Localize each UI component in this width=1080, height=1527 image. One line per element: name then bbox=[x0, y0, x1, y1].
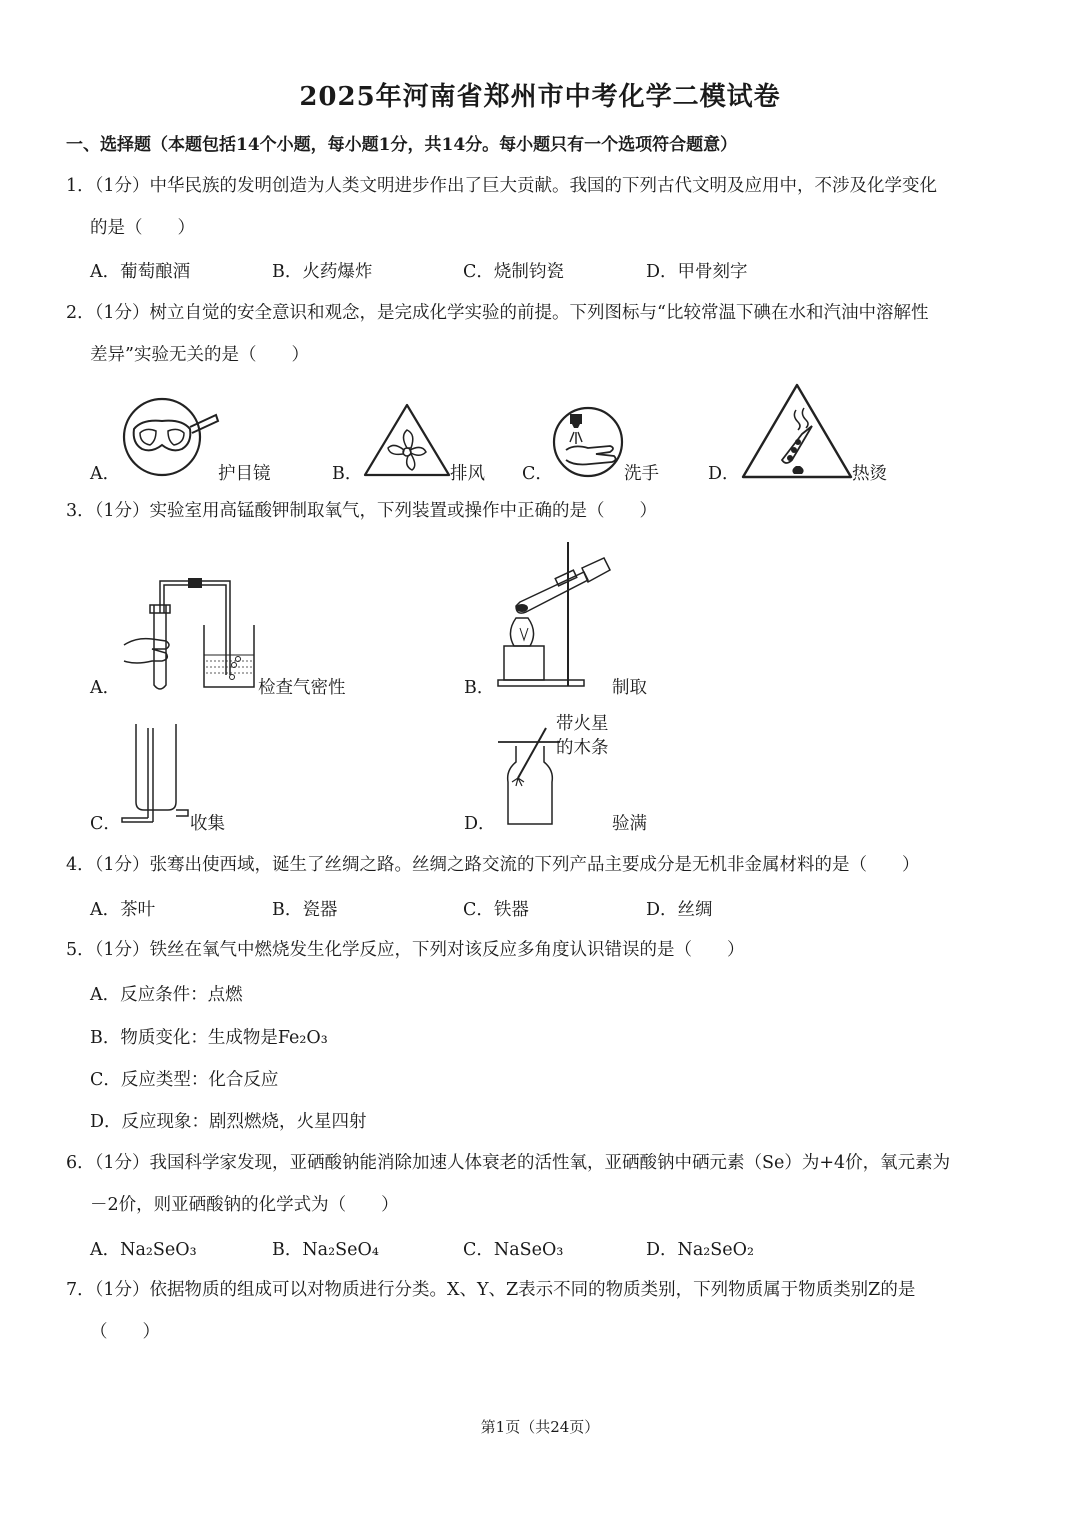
q5-option-a: A．反应条件：点燃 bbox=[90, 985, 243, 1005]
q2-option-a-letter: A． bbox=[90, 464, 121, 484]
question-7-line2: （ ） bbox=[90, 1322, 160, 1342]
question-1-line2: 的是（ ） bbox=[90, 218, 195, 238]
question-1-line1: 1．（1分）中华民族的发明创造为人类文明进步作出了巨大贡献。我国的下列古代文明及应用中，不涉及化学变化 bbox=[66, 176, 938, 196]
q2-option-c-label: 洗手 bbox=[624, 464, 659, 484]
q1-option-a: A．葡萄酿酒 bbox=[90, 262, 191, 282]
q3-option-d-label: 验满 bbox=[612, 814, 647, 834]
q4-option-a: A．茶叶 bbox=[90, 900, 156, 920]
q1-option-d: D．甲骨刻字 bbox=[646, 262, 748, 282]
q3-option-c-label: 收集 bbox=[190, 814, 225, 834]
gas-collection-figure bbox=[120, 722, 190, 828]
question-6-line1: 6．（1分）我国科学家发现，亚硒酸钠能消除加速人体衰老的活性氧，亚硒酸钠中硒元素（Se）为+4价，氧元素为 bbox=[66, 1153, 951, 1173]
q2-option-c-letter: C． bbox=[522, 464, 553, 484]
q4-option-d: D．丝绸 bbox=[646, 900, 713, 920]
q5-option-d: D．反应现象：剧烈燃烧，火星四射 bbox=[90, 1112, 367, 1132]
question-3-line1: 3．（1分）实验室用高锰酸钾制取氧气，下列装置或操作中正确的是（ ） bbox=[66, 501, 658, 521]
question-6-line2: －2价，则亚硒酸钠的化学式为（ ） bbox=[90, 1195, 399, 1215]
q6-option-b: B．Na₂SeO₄ bbox=[272, 1240, 379, 1260]
question-4-line1: 4．（1分）张骞出使西域，诞生了丝绸之路。丝绸之路交流的下列产品主要成分是无机非金属材料的是（ ） bbox=[66, 855, 920, 875]
q4-option-c: C．铁器 bbox=[463, 900, 529, 920]
q5-option-c: C．反应类型：化合反应 bbox=[90, 1070, 279, 1090]
question-7-line1: 7．（1分）依据物质的组成可以对物质进行分类。X、Y、Z表示不同的物质类别，下列物质属于物质类别Z的是 bbox=[66, 1280, 916, 1300]
q3-option-d-annotation-1: 带火星 bbox=[556, 714, 609, 734]
q2-option-d-letter: D． bbox=[708, 464, 740, 484]
fan-icon bbox=[362, 402, 452, 478]
q6-option-d: D．Na₂SeO₂ bbox=[646, 1240, 754, 1260]
page-title: 2025年河南省郑州市中考化学二模试卷 bbox=[299, 82, 781, 112]
q3-option-d-annotation-2: 的木条 bbox=[556, 738, 609, 758]
q2-option-b-label: 排风 bbox=[450, 464, 485, 484]
q4-option-b: B．瓷器 bbox=[272, 900, 338, 920]
q3-option-a-label: 检查气密性 bbox=[258, 678, 346, 698]
q6-option-c: C．NaSeO₃ bbox=[463, 1240, 564, 1260]
question-2-line2: 差异”实验无关的是（ ） bbox=[90, 345, 309, 365]
goggles-icon bbox=[120, 397, 220, 477]
section-heading: 一、选择题（本题包括14个小题，每小题1分，共14分。每小题只有一个选项符合题意） bbox=[66, 135, 738, 155]
question-2-line1: 2．（1分）树立自觉的安全意识和观念，是完成化学实验的前提。下列图标与“比较常温下碘在水和汽油中溶解性 bbox=[66, 303, 929, 323]
hot-icon bbox=[740, 382, 854, 480]
q3-option-b-label: 制取 bbox=[612, 678, 647, 698]
q3-option-d-letter: D． bbox=[464, 814, 496, 834]
q6-option-a: A．Na₂SeO₃ bbox=[90, 1240, 197, 1260]
airtightness-check-figure bbox=[122, 575, 262, 695]
q2-option-a-label: 护目镜 bbox=[218, 464, 271, 484]
q3-option-c-letter: C． bbox=[90, 814, 121, 834]
oxygen-generator-figure bbox=[494, 536, 616, 696]
page-footer: 第1页（共24页） bbox=[480, 1418, 600, 1436]
hand-wash-icon bbox=[552, 404, 628, 480]
q5-option-b: B．物质变化：生成物是Fe₂O₃ bbox=[90, 1028, 328, 1048]
q3-option-b-letter: B． bbox=[464, 678, 495, 698]
q2-option-b-letter: B． bbox=[332, 464, 363, 484]
q1-option-c: C．烧制钧瓷 bbox=[463, 262, 564, 282]
q3-option-a-letter: A． bbox=[90, 678, 121, 698]
question-5-line1: 5．（1分）铁丝在氧气中燃烧发生化学反应，下列对该反应多角度认识错误的是（ ） bbox=[66, 940, 745, 960]
q2-option-d-label: 热烫 bbox=[852, 464, 887, 484]
q1-option-b: B．火药爆炸 bbox=[272, 262, 373, 282]
